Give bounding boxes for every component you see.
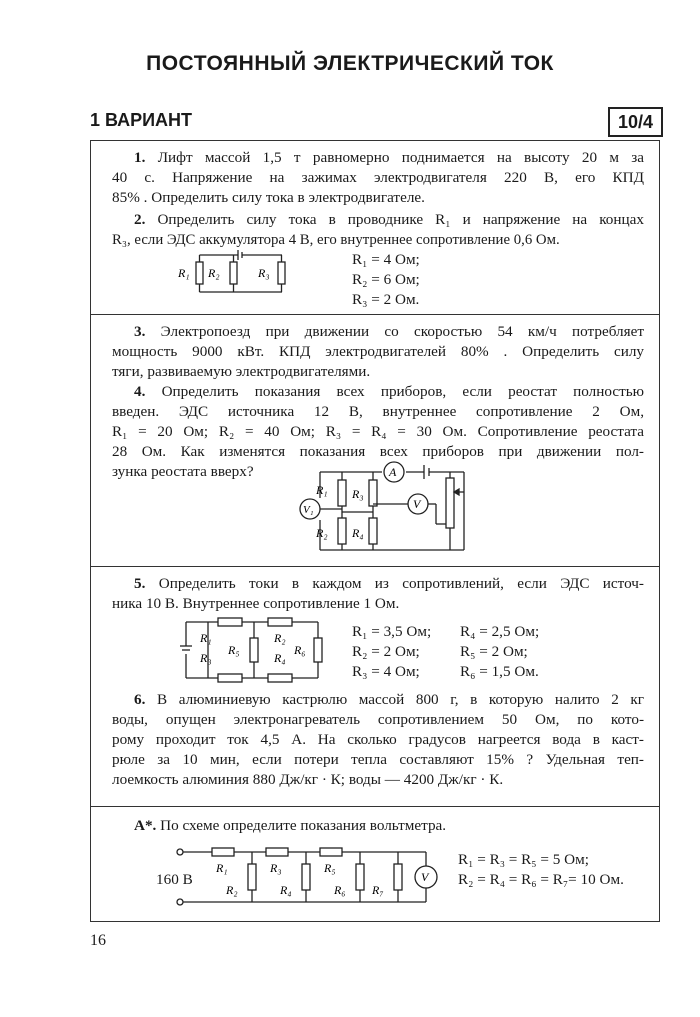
resistance-value: R₁ = 4 Ом; [352,251,420,268]
problem-text-line: мощность 9000 кВт. КПД электродвигателей 80% . Определить силу [112,343,644,360]
problem-number: 5. [134,575,146,592]
resistance-value: R₅ = 2 Ом; [460,643,528,660]
variant-heading: 1 ВАРИАНТ [90,110,193,130]
resistor-label: R₂ [208,266,220,280]
resistance-value: R₁ = R₃ = R₅ = 5 Ом; [458,851,589,868]
resistor-label: R₄ [352,526,364,540]
problem-text-line: R₃, если ЭДС аккумулятора 4 В, его внутреннее сопротивление 0,6 Ом. [112,232,560,248]
page-title: ПОСТОЯННЫЙ ЭЛЕКТРИЧЕСКИЙ ТОК [146,52,554,75]
problem-text-line: ника 10 В. Внутреннее сопротивление 1 Ом. [112,595,400,612]
problem-text-line: Определить силу тока в проводнике R₁ и напряжение на концах [157,211,644,228]
voltmeter-label: V [413,497,421,511]
separator-line [90,566,660,567]
circuit-diagram-4 [296,462,476,562]
resistance-value: R₃ = 4 Ом; [352,663,420,680]
resistor-label: R₁ [216,861,228,875]
resistance-value: R₃ = 2 Ом. [352,291,420,308]
problem-text-line: Определить токи в каждом из сопротивлений, если ЭДС источ- [158,575,644,592]
circuit-diagram-2 [178,250,308,300]
resistance-value: R₂ = 6 Ом; [352,271,420,288]
resistor-label: R₄ [280,883,292,897]
problem-text-line: воды, опущен электронагреватель сопротивлением 50 Ом, по кото- [112,711,644,728]
voltmeter-label: V [421,870,429,884]
resistor-label: R₃ [258,266,270,280]
problem-text-line: Электропоезд при движении со скоростью 54 км/ч потребляет [160,323,644,340]
problem-text-line: тяги, развиваемую электродвигателями. [112,363,371,380]
source-voltage: 160 В [156,871,193,888]
resistor-label: R₅ [228,643,240,657]
resistor-label: R₁ [178,266,190,280]
resistor-label: R₁ [316,483,328,497]
section-code-box: 10/4 [608,107,663,137]
resistance-value: R₂ = R₄ = R₆ = R₇= 10 Ом. [458,871,624,888]
resistor-label: R₆ [294,643,306,657]
resistance-value: R₄ = 2,5 Ом; [460,623,540,640]
voltmeter-label: V₁ [303,504,314,516]
circuit-diagram-5 [178,616,338,684]
resistor-label: R₂ [274,631,286,645]
resistor-label: R₁ [200,631,212,645]
problem-number: А*. [134,817,157,834]
resistor-label: R₂ [316,526,328,540]
problem-text-line: 40 с. Напряжение на зажимах электродвигателя 220 В, его КПД [112,169,644,186]
resistor-label: R₄ [274,651,286,665]
resistor-label: R₂ [226,883,238,897]
problem-text-line: В алюминиевую кастрюлю массой 800 г, в которую налито 2 кг [157,691,645,708]
ammeter-label: A [389,465,397,479]
problem-number: 1. [134,149,146,166]
problem-number: 4. [134,383,146,400]
problem-number: 2. [134,211,146,228]
separator-line [90,806,660,807]
problem-text-line: Лифт массой 1,5 т равномерно поднимается на высоту 20 м за [157,149,644,166]
resistance-value: R₂ = 2 Ом; [352,643,420,660]
problem-text-line: рому проходит ток 4,5 А. На сколько градусов нагреется вода в каст- [112,731,644,748]
problem-text-line: По схеме определите показания вольтметра. [160,817,447,834]
problem-text-line: введен. ЭДС источника 12 В, внутреннее сопротивление 2 Ом, [112,403,644,420]
problem-text-line: 28 Ом. Как изменятся показания всех приборов при движении пол- [112,443,644,460]
resistor-label: R₅ [324,861,336,875]
problem-text-line: лоемкость алюминия 880 Дж/кг · К; воды — 4200 Дж/кг · К. [112,771,504,788]
problem-text-line: Определить показания всех приборов, если реостат полностью [161,383,644,400]
circuit-diagram-a [176,842,446,908]
problem-text-line: рюле за 10 мин, если потери тепла составляют 15% ? Удельная теп- [112,751,644,768]
resistor-label: R₇ [372,883,384,897]
page-number: 16 [90,932,106,949]
resistance-value: R₆ = 1,5 Ом. [460,663,539,680]
problem-number: 3. [134,323,146,340]
resistor-label: R₃ [270,861,282,875]
problem-text-line: 85% . Определить силу тока в электродвигателе. [112,189,425,206]
resistor-label: R₆ [334,883,346,897]
separator-line [90,314,660,315]
problem-number: 6. [134,691,146,708]
problem-text-line: зунка реостата вверх? [112,463,254,480]
problem-text-line: R₁ = 20 Ом; R₂ = 40 Ом; R₃ = R₄ = 30 Ом. Сопротивление реостата [112,423,644,440]
resistor-label: R₃ [352,487,364,501]
resistance-value: R₁ = 3,5 Ом; [352,623,432,640]
resistor-label: R₃ [200,651,212,665]
